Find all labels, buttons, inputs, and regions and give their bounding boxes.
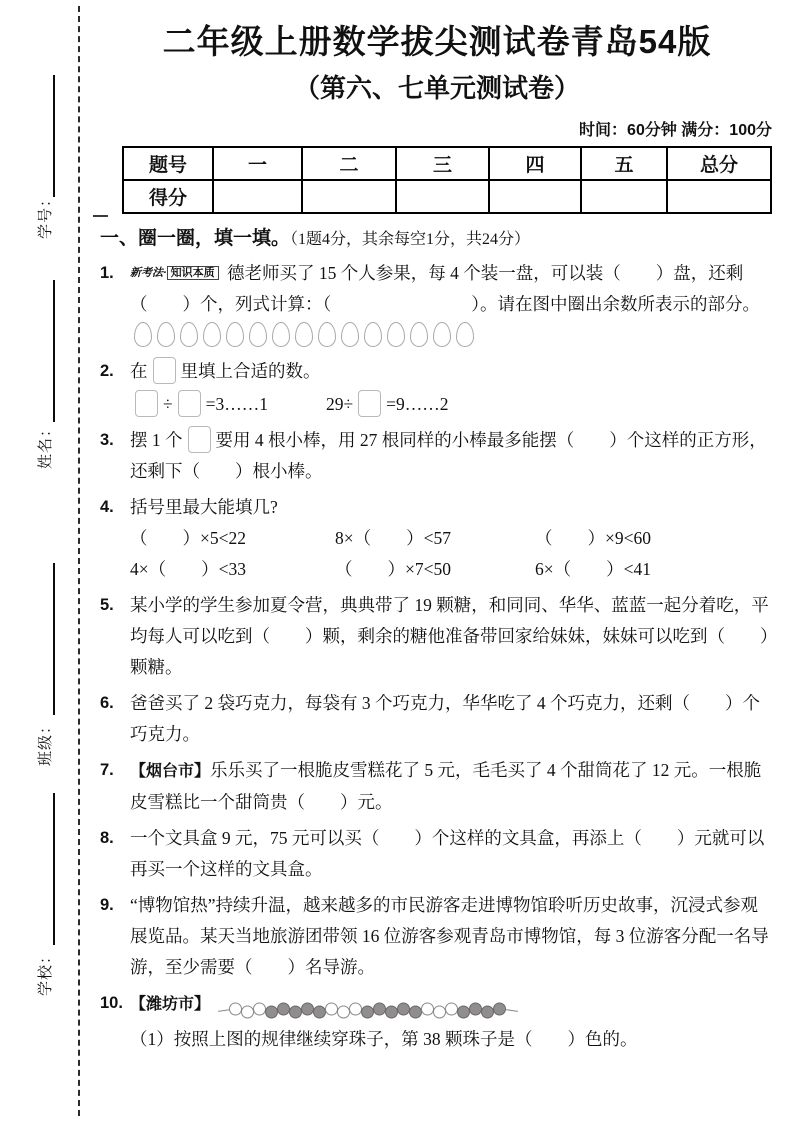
equation-2 xyxy=(326,389,448,420)
equation-1-rhs: =3……1 xyxy=(205,394,268,414)
question-5-number: 5. xyxy=(100,596,114,614)
question-7 xyxy=(100,755,774,818)
question-3-post: 要用 4 根小棒，用 27 根同样的小棒最多能摆（ ）个这样的正方形，还剩下（ ）根小棒。 xyxy=(130,430,767,481)
section-one-title: 一、圈一圈，填一填。 xyxy=(100,228,291,249)
egg-shape xyxy=(226,322,244,347)
question-list xyxy=(100,258,774,1055)
question-9-number: 9. xyxy=(100,896,114,914)
question-2 xyxy=(100,356,774,420)
bead-dark xyxy=(277,1003,290,1016)
expression: 4×（ ）<33 xyxy=(130,559,246,579)
question-5 xyxy=(100,590,774,683)
question-9 xyxy=(100,890,774,983)
bead-dark xyxy=(469,1003,482,1016)
score-cell xyxy=(302,180,396,213)
score-col-5: 五 xyxy=(581,147,667,180)
egg-shape xyxy=(180,322,198,347)
egg-shape xyxy=(410,322,428,347)
question-8 xyxy=(100,823,774,885)
question-3-pre: 摆 1 个 xyxy=(130,430,183,450)
question-7-number: 7. xyxy=(100,761,114,779)
question-3-number: 3. xyxy=(100,431,114,449)
egg-shape xyxy=(433,322,451,347)
score-col-2: 二 xyxy=(302,147,396,180)
paper-content xyxy=(100,8,774,1055)
bead-white xyxy=(421,1003,434,1016)
question-4-expressions xyxy=(130,523,774,585)
score-cell xyxy=(213,180,302,213)
question-6-text: 爸爸买了 2 袋巧克力，每袋有 3 个巧克力，华华吃了 4 个巧克力，还剩（ ）个巧克力。 xyxy=(130,693,760,744)
score-cell xyxy=(489,180,581,213)
expression: （ ）×7<50 xyxy=(335,559,451,579)
school-label: 学校： xyxy=(38,948,54,997)
egg-shape xyxy=(364,322,382,347)
score-col-1: 一 xyxy=(213,147,302,180)
question-8-number: 8. xyxy=(100,829,114,847)
question-1-text: 德老师买了 15 个人参果，每 4 个装一盘，可以装（ ）盘，还剩（ ）个，列式计算：（ ）。请在图中圈出余数所表示的部分。 xyxy=(130,263,760,314)
question-4 xyxy=(100,492,774,585)
score-table-header: 题号 xyxy=(123,147,213,180)
equation-2-rhs: =9……2 xyxy=(386,394,449,414)
paper-title: 二年级上册数学拔尖测试卷青岛54版 xyxy=(162,23,712,60)
square-shape xyxy=(188,426,211,453)
egg-shape xyxy=(203,322,221,347)
question-2-intro-post: 里填上合适的数。 xyxy=(180,361,321,381)
student-id-label: 学号： xyxy=(38,191,54,240)
city-tag-weifang: 【潍坊市】 xyxy=(130,996,211,1013)
section-one-note: （1题4分，其余每空1分，共24分） xyxy=(290,231,531,248)
paper-subtitle: （第六、七单元测试卷） xyxy=(293,73,580,103)
egg-shape xyxy=(387,322,405,347)
score-cell xyxy=(667,180,771,213)
question-8-text: 一个文具盒 9 元，75 元可以买（ ）个这样的文具盒，再添上（ ）元就可以再买一个这样的文具盒。 xyxy=(130,828,765,879)
egg-shape xyxy=(272,322,290,347)
expression: （ ）×5<22 xyxy=(130,528,246,548)
badge-prefix: 新考法· xyxy=(130,267,167,279)
question-2-number: 2. xyxy=(100,362,114,380)
student-name-label: 姓名： xyxy=(38,421,54,470)
question-1-number: 1. xyxy=(100,264,114,282)
expression: 6×（ ）<41 xyxy=(535,559,651,579)
school-write-line xyxy=(53,793,55,945)
bead-white xyxy=(229,1003,242,1016)
question-6 xyxy=(100,688,774,750)
city-tag-yantai: 【烟台市】 xyxy=(130,763,211,780)
question-3 xyxy=(100,425,774,487)
equation-1-op: ÷ xyxy=(163,394,173,414)
fill-box xyxy=(153,357,176,384)
egg-shape xyxy=(295,322,313,347)
question-10-number: 10. xyxy=(100,994,123,1012)
time-score-meta: 时间：60分钟 满分：100分 xyxy=(579,122,772,139)
bead-dark xyxy=(397,1003,410,1016)
fill-box xyxy=(135,390,158,417)
question-1 xyxy=(100,258,774,351)
question-7-text: 乐乐买了一根脆皮雪糕花了 5 元，毛毛买了 4 个甜筒花了 12 元。一根脆皮雪糕比一个甜筒贵（ ）元。 xyxy=(130,760,762,812)
score-row-label: 得分 xyxy=(123,180,213,213)
score-col-total: 总分 xyxy=(667,147,771,180)
score-row xyxy=(123,180,771,213)
question-number-row xyxy=(123,147,771,180)
question-4-prompt: 括号里最大能填几? xyxy=(130,497,278,517)
egg-shape xyxy=(249,322,267,347)
question-5-text: 某小学的学生参加夏令营，典典带了 19 颗糖，和同同、华华、蓝蓝一起分着吃，平均每人可以吃到（ ）颗，剩余的糖他准备带回家给妹妹，妹妹可以吃到（ ）颗糖。 xyxy=(130,595,769,677)
question-10-sub-1: （1）按照上图的规律继续穿珠子，第 38 颗珠子是（ ）色的。 xyxy=(130,1028,638,1049)
expression: 8×（ ）<57 xyxy=(335,528,451,548)
egg-shape xyxy=(134,322,152,347)
badge-boxed: 知识本质 xyxy=(167,266,219,280)
score-cell xyxy=(396,180,489,213)
egg-shape xyxy=(157,322,175,347)
bead-dark xyxy=(301,1003,314,1016)
bead-dark xyxy=(493,1003,506,1016)
bead-white xyxy=(253,1003,266,1016)
new-method-badge xyxy=(130,266,219,280)
bead-white xyxy=(325,1003,338,1016)
fill-box xyxy=(178,390,201,417)
egg-shape xyxy=(318,322,336,347)
question-4-number: 4. xyxy=(100,498,114,516)
question-10 xyxy=(100,988,774,1055)
fill-box xyxy=(358,390,381,417)
question-2-intro-pre: 在 xyxy=(130,361,148,381)
egg-shape xyxy=(341,322,359,347)
class-write-line xyxy=(53,563,55,715)
score-cell xyxy=(581,180,667,213)
section-one-heading xyxy=(100,225,774,253)
question-9-text: “博物馆热”持续升温，越来越多的市民游客走进博物馆聆听历史故事，沉浸式参观展览品。某天当地旅游团带领 16 位游客参观青岛市博物馆，每 3 位游客分配一名导游，至少需要（ ）名导游。 xyxy=(130,895,769,977)
student-name-write-line xyxy=(53,280,55,422)
cut-dashed-line xyxy=(78,6,80,1116)
expression: （ ）×9<60 xyxy=(535,528,651,548)
class-label: 班级： xyxy=(38,718,54,767)
score-table xyxy=(122,146,772,214)
score-col-3: 三 xyxy=(396,147,489,180)
bead-white xyxy=(445,1003,458,1016)
equation-2-pre: 29÷ xyxy=(325,394,354,414)
bead-string xyxy=(218,1000,518,1022)
egg-row xyxy=(134,322,474,347)
bead-dark xyxy=(373,1003,386,1016)
egg-shape xyxy=(456,322,474,347)
score-col-4: 四 xyxy=(489,147,581,180)
bead-white xyxy=(349,1003,362,1016)
question-2-equations xyxy=(130,389,774,420)
question-6-number: 6. xyxy=(100,694,114,712)
equation-1 xyxy=(130,389,268,420)
